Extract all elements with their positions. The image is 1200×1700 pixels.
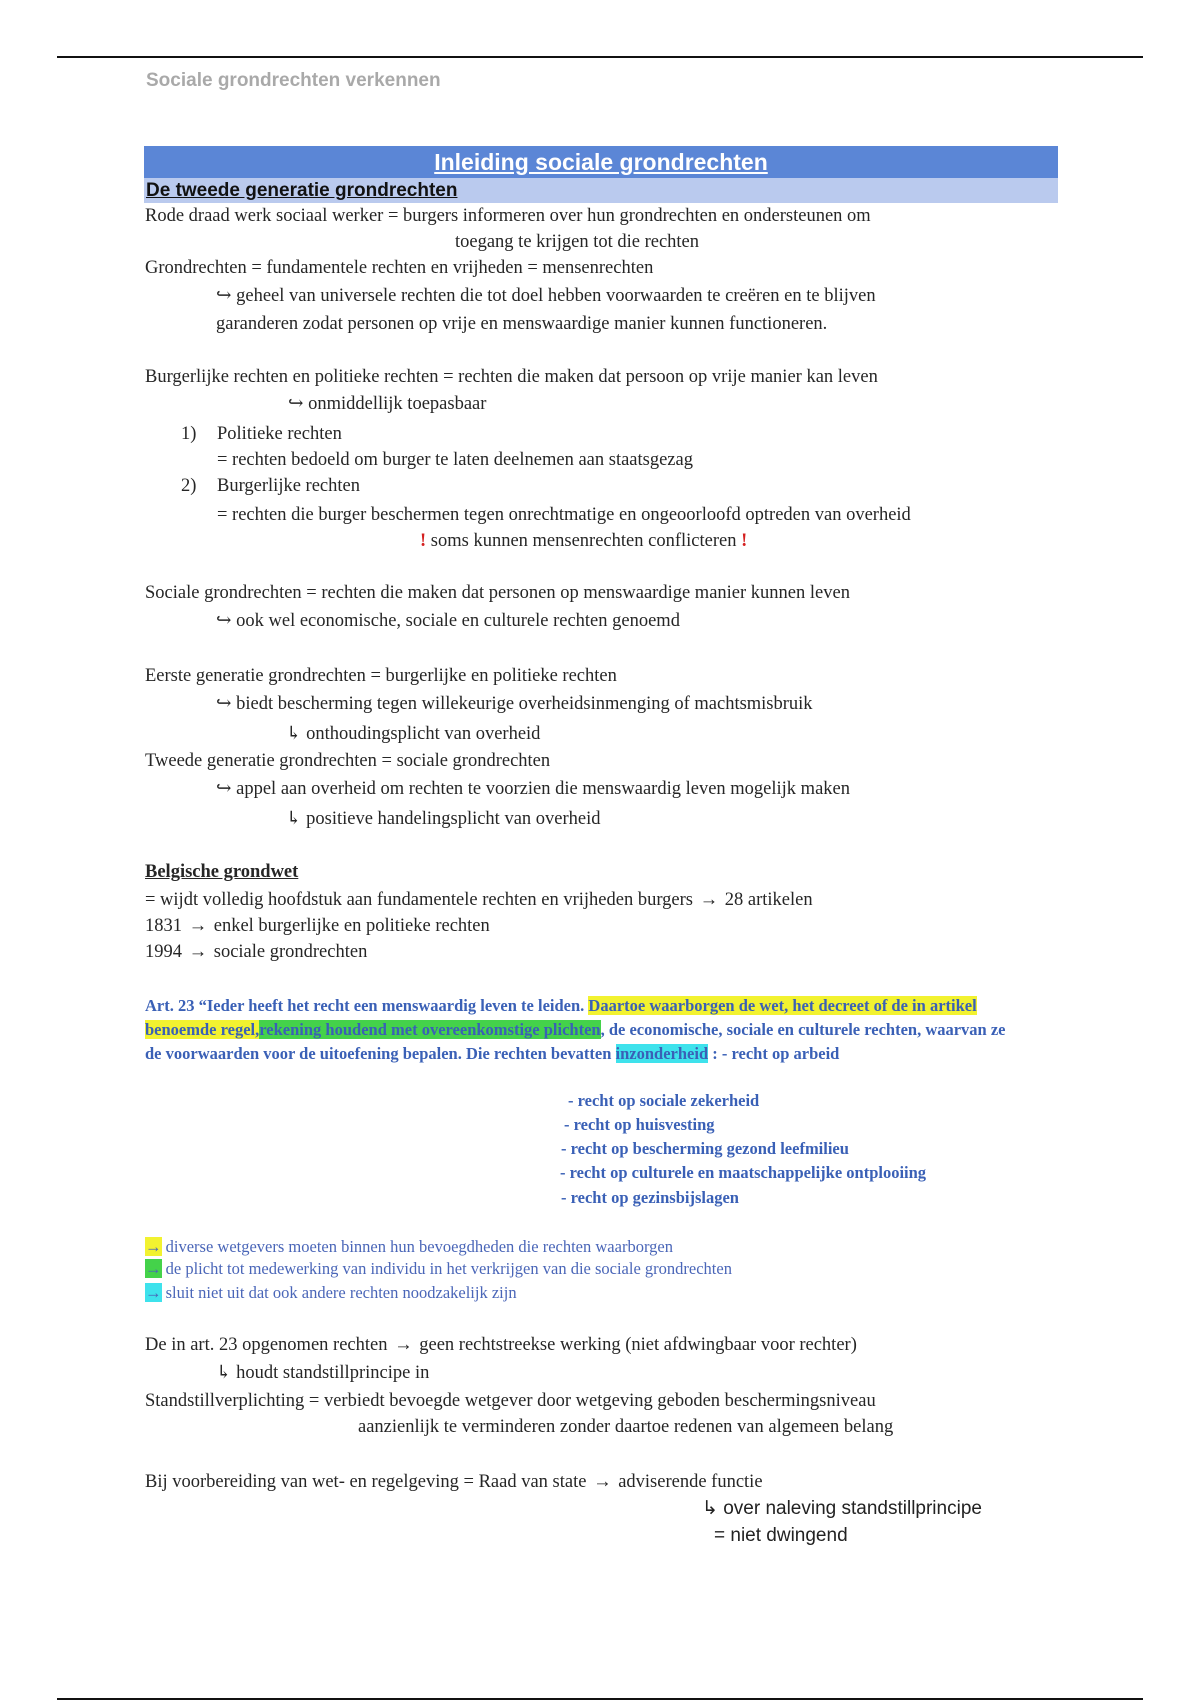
first-generation-line: Eerste generatie grondrechten = burgerlijke en politieke rechten bbox=[145, 666, 617, 686]
warning-mark: ! bbox=[420, 531, 427, 551]
list-item-title: Politieke rechten bbox=[217, 424, 342, 444]
first-generation-sub: ↳ onthoudingsplicht van overheid bbox=[286, 724, 541, 744]
standstill-text: De in art. 23 opgenomen rechten bbox=[145, 1335, 388, 1355]
constitution-line bbox=[145, 940, 367, 964]
note-line bbox=[145, 1282, 517, 1304]
year: 1994 bbox=[145, 942, 182, 962]
standstill-text: geen rechtstreekse werking (niet afdwingbaar voor rechter) bbox=[419, 1335, 857, 1355]
arrow-icon: → bbox=[699, 890, 719, 910]
note-text: diverse wetgevers moeten binnen hun bevoegdheden die rechten waarborgen bbox=[165, 1237, 673, 1256]
constitution-title: Belgische grondwet bbox=[145, 862, 299, 882]
standstill-sub: ↳ houdt standstillprincipe in bbox=[216, 1363, 430, 1383]
constitution-text: = wijdt volledig hoofdstuk aan fundamentele rechten en vrijheden burgers bbox=[145, 890, 693, 910]
constitution-text: enkel burgerlijke en politieke rechten bbox=[213, 916, 490, 936]
council-sub: ↳ over naleving standstillprincipe bbox=[702, 1498, 982, 1519]
arrow-icon: → bbox=[188, 942, 208, 962]
second-generation-sub: ↳ positieve handelingsplicht van overheid bbox=[286, 809, 601, 829]
arrow-icon: → bbox=[593, 1472, 612, 1492]
second-generation-line: Tweede generatie grondrechten = sociale grondrechten bbox=[145, 751, 551, 771]
arrow-icon: → bbox=[145, 1283, 162, 1302]
intro-line: toegang te krijgen tot die rechten bbox=[455, 232, 700, 252]
list-item-desc: = rechten bedoeld om burger te laten deelnemen aan staatsgezag bbox=[217, 450, 693, 470]
article-23-paragraph bbox=[145, 994, 1025, 1066]
article-list-item: - recht op bescherming gezond leefmilieu bbox=[561, 1139, 849, 1158]
note-line bbox=[145, 1258, 732, 1280]
list-item-title: Burgerlijke rechten bbox=[217, 476, 360, 496]
list-number: 2) bbox=[181, 476, 197, 496]
second-generation-sub: ↪ appel aan overheid om rechten te voorzien die menswaardig leven mogelijk maken bbox=[216, 779, 850, 799]
warning-mark: ! bbox=[741, 531, 748, 551]
article-list-item: - recht op culturele en maatschappelijke ontplooiing bbox=[560, 1163, 927, 1182]
social-rights-line: Sociale grondrechten = rechten die maken dat personen op menswaardige manier kunnen leven bbox=[145, 583, 850, 603]
civil-rights-line: Burgerlijke rechten en politieke rechten = rechten die maken dat persoon op vrije manier kan leven bbox=[145, 367, 878, 387]
arrow-icon: → bbox=[145, 1259, 162, 1278]
constitution-line bbox=[145, 914, 490, 938]
council-text: adviserende functie bbox=[618, 1472, 763, 1492]
constitution-text: sociale grondrechten bbox=[213, 942, 368, 962]
section-heading: De tweede generatie grondrechten bbox=[144, 178, 1058, 203]
arrow-icon: → bbox=[394, 1335, 413, 1355]
intro-line: ↪ geheel van universele rechten die tot doel hebben voorwaarden te creëren en te blijven bbox=[216, 286, 876, 306]
warning-line bbox=[420, 529, 747, 553]
article-text: Art. 23 “Ieder heeft het recht een menswaardig leven te leiden. bbox=[145, 996, 585, 1015]
social-rights-sub: ↪ ook wel economische, sociale en culturele rechten genoemd bbox=[216, 611, 680, 631]
note-text: de plicht tot medewerking van individu in het verkrijgen van die sociale grondrechten bbox=[165, 1259, 732, 1278]
article-text: , bbox=[255, 1020, 260, 1039]
standstill-line bbox=[145, 1333, 857, 1357]
article-highlight-green: rekening houdend met overeenkomstige plichten bbox=[259, 1020, 601, 1039]
standstill-definition: aanzienlijk te verminderen zonder daartoe redenen van algemeen belang bbox=[358, 1417, 894, 1437]
standstill-definition: Standstillverplichting = verbiedt bevoegde wetgever door wetgeving geboden beschermingsniveau bbox=[145, 1391, 876, 1411]
constitution-line bbox=[145, 888, 813, 912]
warning-text: soms kunnen mensenrechten conflicteren bbox=[430, 531, 737, 551]
page-header-title: Sociale grondrechten verkennen bbox=[146, 70, 441, 91]
arrow-icon: → bbox=[145, 1237, 162, 1256]
civil-rights-sub: ↪ onmiddellijk toepasbaar bbox=[288, 394, 487, 414]
article-text: , de economische, sociale en culturele rechten, waarvan ze de voorwaarden voor de uitoefening bepalen. Die rechten bevatten bbox=[145, 1020, 1006, 1063]
note-text: sluit niet uit dat ook andere rechten noodzakelijk zijn bbox=[165, 1283, 517, 1302]
intro-line: garanderen zodat personen op vrije en menswaardige manier kunnen functioneren. bbox=[216, 314, 828, 334]
main-heading: Inleiding sociale grondrechten bbox=[144, 146, 1058, 178]
article-text: : - recht op arbeid bbox=[712, 1044, 840, 1063]
list-item-desc: = rechten die burger beschermen tegen onrechtmatige en ongeoorloofd optreden van overheid bbox=[217, 505, 911, 525]
year: 1831 bbox=[145, 916, 182, 936]
article-highlight-cyan: inzonderheid bbox=[615, 1044, 709, 1063]
article-list-item: - recht op huisvesting bbox=[564, 1115, 715, 1134]
council-line bbox=[145, 1470, 763, 1494]
article-list-item: - recht op gezinsbijslagen bbox=[561, 1188, 739, 1207]
arrow-icon: → bbox=[188, 916, 208, 936]
constitution-text: 28 artikelen bbox=[724, 890, 813, 910]
intro-line: Rode draad werk sociaal werker = burgers informeren over hun grondrechten en ondersteunen om bbox=[145, 206, 871, 226]
list-number: 1) bbox=[181, 424, 197, 444]
council-text: Bij voorbereiding van wet- en regelgeving = Raad van state bbox=[145, 1472, 587, 1492]
note-line bbox=[145, 1236, 673, 1258]
first-generation-sub: ↪ biedt bescherming tegen willekeurige overheidsinmenging of machtsmisbruik bbox=[216, 694, 813, 714]
article-highlight-yellow: Daartoe waarborgen de wet, het decreet of de in artikel benoemde regel bbox=[145, 996, 977, 1039]
top-rule bbox=[57, 56, 1143, 58]
council-sub: = niet dwingend bbox=[714, 1525, 848, 1546]
intro-line: Grondrechten = fundamentele rechten en vrijheden = mensenrechten bbox=[145, 258, 654, 278]
article-list-item: - recht op sociale zekerheid bbox=[568, 1091, 760, 1110]
